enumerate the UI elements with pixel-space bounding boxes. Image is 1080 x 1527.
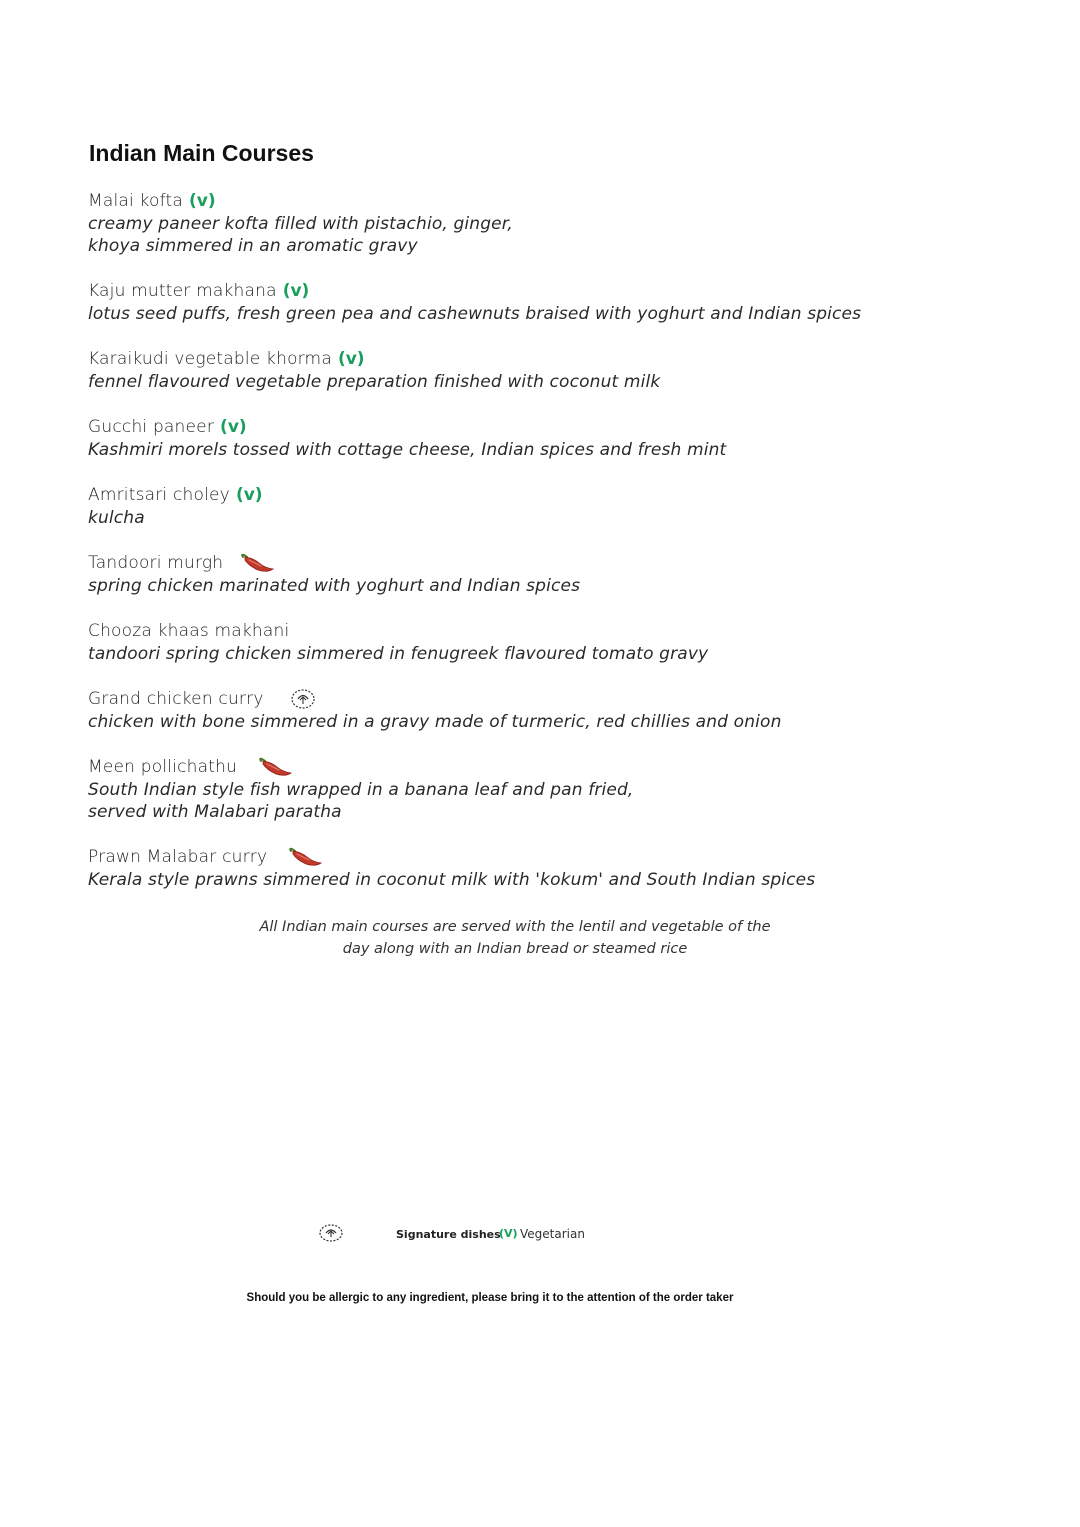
dish-description: fennel flavoured vegetable preparation finished with coconut milk	[88, 372, 661, 392]
serving-note	[180, 916, 850, 960]
menu-item	[88, 844, 988, 891]
dish-description: kulcha	[88, 508, 145, 528]
dish-description: Kashmiri morels tossed with cottage cheese, Indian spices and fresh mint	[88, 440, 727, 460]
vegetarian-mark: (v)	[235, 484, 263, 505]
vegetarian-mark: (v)	[188, 190, 216, 211]
menu-item	[88, 550, 988, 597]
menu-list	[88, 188, 988, 912]
menu-item-header	[88, 482, 988, 507]
dish-name: Grand chicken curry	[88, 688, 264, 709]
dish-description: South Indian style fish wrapped in a banana leaf and pan fried,	[88, 780, 634, 800]
chili-icon	[287, 846, 323, 868]
dish-description: tandoori spring chicken simmered in fenugreek flavoured tomato gravy	[88, 644, 709, 664]
vegetarian-mark: (v)	[337, 348, 365, 369]
menu-item	[88, 686, 988, 733]
serving-note-line: day along with an Indian bread or steamed rice	[342, 941, 688, 957]
menu-item-header	[88, 278, 988, 303]
vegetarian-mark: (V)	[499, 1227, 518, 1240]
menu-item-header	[88, 686, 988, 711]
menu-item-header	[88, 550, 988, 575]
dish-description: creamy paneer kofta filled with pistachio, ginger,	[88, 214, 513, 234]
dish-name: Prawn Malabar curry	[88, 846, 268, 867]
vegetarian-mark: (v)	[282, 280, 310, 301]
signature-icon	[290, 687, 316, 711]
serving-note-line: All Indian main courses are served with the lentil and vegetable of the	[259, 919, 771, 935]
menu-item-header	[88, 618, 988, 643]
signature-icon	[318, 1222, 344, 1244]
dish-name: Amritsari choley	[88, 484, 230, 505]
dish-name: Chooza khaas makhani	[88, 620, 290, 641]
page-title: Indian Main Courses	[89, 140, 314, 166]
menu-item	[88, 754, 988, 823]
menu-item	[88, 346, 988, 393]
menu-item-header	[88, 188, 988, 213]
dish-description: chicken with bone simmered in a gravy made of turmeric, red chillies and onion	[88, 712, 782, 732]
dish-description: lotus seed puffs, fresh green pea and cashewnuts braised with yoghurt and Indian spices	[88, 304, 862, 324]
dish-name: Malai kofta	[88, 190, 183, 211]
dish-name: Meen pollichathu	[88, 756, 238, 777]
menu-item	[88, 482, 988, 529]
allergy-notice: Should you be allergic to any ingredient, please bring it to the attention of the order taker	[246, 1292, 734, 1304]
chili-icon	[239, 552, 275, 574]
vegetarian-label: Vegetarian	[520, 1227, 585, 1241]
legend	[0, 1222, 1080, 1246]
dish-description: khoya simmered in an aromatic gravy	[88, 236, 418, 256]
chili-icon	[257, 756, 293, 778]
dish-name: Tandoori murgh	[88, 552, 224, 573]
dish-name: Kaju mutter makhana	[88, 280, 277, 301]
menu-item	[88, 188, 988, 257]
vegetarian-mark: (v)	[220, 416, 247, 437]
signature-label: Signature dishes	[396, 1228, 501, 1241]
dish-description: served with Malabari paratha	[88, 802, 342, 822]
menu-item-header	[88, 346, 988, 371]
menu-item-header	[88, 414, 988, 439]
menu-item-header	[88, 844, 988, 869]
dish-name: Karaikudi vegetable khorma	[88, 348, 332, 369]
dish-description: Kerala style prawns simmered in coconut milk with 'kokum' and South Indian spices	[88, 870, 816, 890]
menu-item	[88, 618, 988, 665]
menu-item	[88, 278, 988, 325]
dish-name: Gucchi paneer	[88, 416, 215, 437]
menu-item-header	[88, 754, 988, 779]
dish-description: spring chicken marinated with yoghurt and Indian spices	[88, 576, 581, 596]
menu-item	[88, 414, 988, 461]
